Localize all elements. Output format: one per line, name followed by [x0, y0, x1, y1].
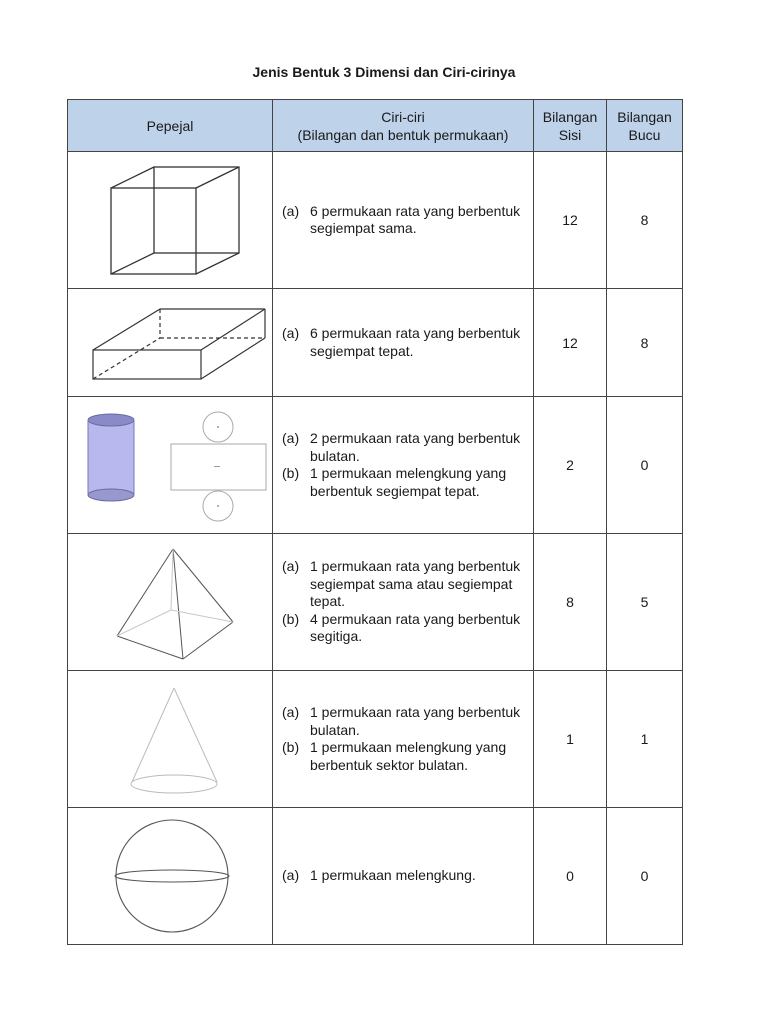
pyramid-icon	[68, 535, 273, 670]
header-edges-line1: Bilangan	[542, 108, 598, 125]
feature-label: (a)	[282, 325, 300, 341]
feature-item	[282, 611, 533, 646]
feature-text: 1 permukaan melengkung.	[310, 867, 476, 884]
vertices-count: 0	[607, 397, 683, 534]
edges-count: 0	[534, 808, 607, 945]
feature-label: (a)	[282, 867, 300, 884]
header-edges-line2: Sisi	[558, 126, 582, 143]
header-vertices	[607, 100, 683, 152]
shape-cell	[68, 397, 273, 534]
features-cell	[273, 152, 534, 289]
feature-item	[282, 325, 533, 360]
edges-count: 12	[534, 289, 607, 397]
feature-text: 1 permukaan rata yang berbentuk segiempat sama atau segiempat tepat.	[310, 558, 521, 610]
features-cell	[273, 808, 534, 945]
shape-cell	[68, 808, 273, 945]
features-cell	[273, 289, 534, 397]
header-vertices-line1: Bilangan	[617, 108, 672, 125]
feature-text: 2 permukaan rata yang berbentuk bulatan.	[310, 430, 521, 464]
header-solid-label: Pepejal	[146, 117, 194, 134]
feature-text: 6 permukaan rata yang berbentuk segiempat sama.	[310, 202, 521, 236]
vertices-count: 5	[607, 534, 683, 671]
feature-item	[282, 739, 533, 774]
feature-label: (a)	[282, 202, 300, 219]
cone-icon	[68, 672, 273, 807]
features-cell	[273, 671, 534, 808]
shapes-table	[67, 99, 683, 945]
cylinder-icon	[68, 398, 273, 533]
cuboid-icon	[68, 290, 273, 396]
features-cell	[273, 534, 534, 671]
table-row	[68, 397, 683, 534]
edges-count: 2	[534, 397, 607, 534]
feature-item	[282, 465, 533, 500]
edges-count: 1	[534, 671, 607, 808]
table-row	[68, 808, 683, 945]
feature-label: (a)	[282, 430, 300, 446]
table-row	[68, 671, 683, 808]
header-solid	[68, 100, 273, 152]
vertices-count: 8	[607, 289, 683, 397]
cube-icon	[68, 153, 273, 288]
document-title: Jenis Bentuk 3 Dimensi dan Ciri-cirinya	[252, 64, 516, 80]
feature-text: 1 permukaan melengkung yang berbentuk sektor bulatan.	[310, 739, 507, 773]
feature-item	[282, 203, 533, 238]
header-features-line1: Ciri-ciri	[381, 108, 425, 125]
feature-label: (a)	[282, 704, 300, 720]
feature-text: 1 permukaan rata yang berbentuk bulatan.	[310, 704, 521, 738]
feature-label: (b)	[282, 465, 300, 481]
shape-cell	[68, 671, 273, 808]
feature-label: (b)	[282, 739, 300, 755]
feature-text: 1 permukaan melengkung yang berbentuk segiempat tepat.	[310, 465, 507, 499]
shape-cell	[68, 289, 273, 397]
shape-cell	[68, 534, 273, 671]
edges-count: 12	[534, 152, 607, 289]
vertices-count: 1	[607, 671, 683, 808]
vertices-count: 0	[607, 808, 683, 945]
header-vertices-line2: Bucu	[628, 126, 661, 143]
feature-label: (a)	[282, 558, 300, 575]
sphere-icon	[68, 809, 273, 944]
feature-text: 6 permukaan rata yang berbentuk segiempat tepat.	[310, 325, 521, 359]
feature-item	[282, 430, 533, 465]
feature-text: 4 permukaan rata yang berbentuk segitiga.	[310, 610, 521, 645]
feature-item	[282, 704, 533, 739]
header-features-line2: (Bilangan dan bentuk permukaan)	[297, 126, 509, 143]
table-row	[68, 534, 683, 671]
vertices-count: 8	[607, 152, 683, 289]
feature-item	[282, 867, 533, 885]
features-cell	[273, 397, 534, 534]
header-features	[273, 100, 534, 152]
table-header-row	[68, 100, 683, 152]
feature-item	[282, 558, 533, 611]
shape-cell	[68, 152, 273, 289]
table-row	[68, 289, 683, 397]
table-row	[68, 152, 683, 289]
feature-label: (b)	[282, 610, 300, 627]
edges-count: 8	[534, 534, 607, 671]
header-edges	[534, 100, 607, 152]
